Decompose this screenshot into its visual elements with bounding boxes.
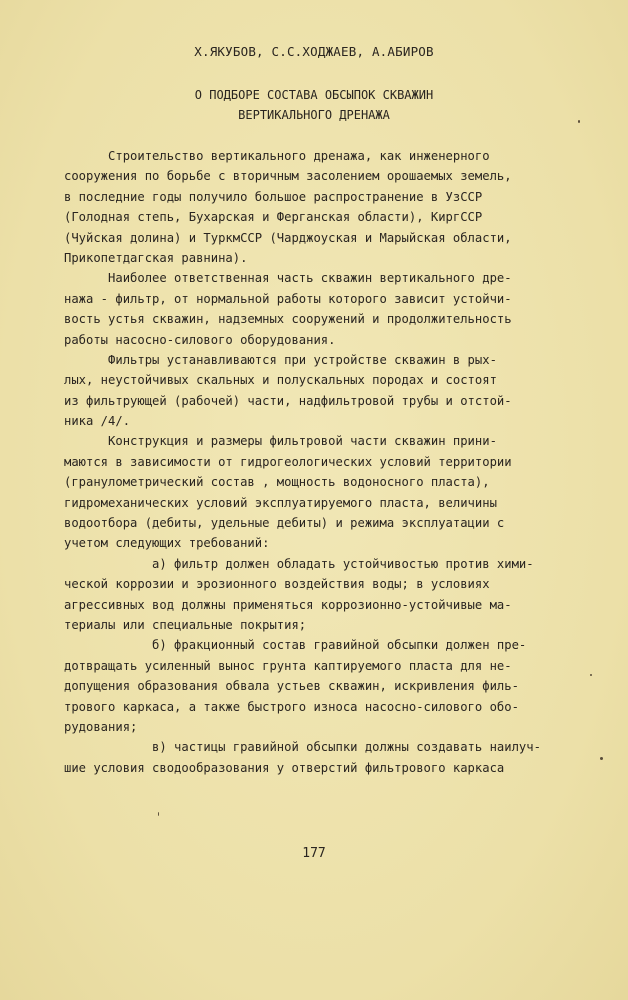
text-line: (Чуйская долина) и ТуркмССР (Чарджоуская и Марыйская области,	[64, 230, 512, 245]
text-line: нажа - фильтр, от нормальной работы которого зависит устойчи-	[64, 291, 512, 306]
text-line: (Голодная степь, Бухарская и Ферганская области), КиргССР	[64, 210, 483, 225]
text-line: в последние годы получило большое распространение в УзССР	[64, 189, 483, 204]
page-number: 177	[302, 846, 326, 861]
article-title	[0, 85, 628, 125]
paper-speck	[578, 120, 580, 123]
text-line: лых, неустойчивых скальных и полускальных породах и состоят	[64, 373, 497, 388]
title-line-1: О ПОДБОРЕ СОСТАВА ОБСЫПОК СКВАЖИН	[194, 88, 434, 102]
text-line: Наиболее ответственная часть скважин вертикального дре-	[64, 271, 512, 286]
text-line: Строительство вертикального дренажа, как инженерного	[64, 149, 490, 163]
text-line: ческой коррозии и эрозионного воздействия воды; в условиях	[64, 577, 490, 592]
text-line: вость устья скважин, надземных сооружений и продолжительность	[64, 312, 512, 327]
text-line: трового каркаса, а также быстрого износа насосно-силового обо-	[64, 699, 519, 714]
text-line: учетом следующих требований:	[64, 536, 270, 551]
text-line: Фильтры устанавливаются при устройстве скважин в рых-	[64, 352, 497, 367]
text-line: сооружения по борьбе с вторичным засолением орошаемых земель,	[64, 169, 512, 184]
text-line: агрессивных вод должны применяться коррозионно-устойчивые ма-	[64, 597, 512, 612]
text-line: водоотбора (дебиты, удельные дебиты) и режима эксплуатации с	[64, 516, 505, 531]
paper-speck	[600, 757, 603, 760]
text-line: Прикопетдагская равнина).	[64, 250, 248, 265]
text-line: дотвращать усиленный вынос грунта каптируемого пласта для не-	[64, 658, 512, 673]
paper-speck	[590, 674, 592, 676]
text-line: а) фильтр должен обладать устойчивостью против хими-	[64, 556, 534, 571]
text-line: гидромеханических условий эксплуатируемого пласта, величины	[64, 495, 497, 510]
paper-speck	[158, 812, 159, 816]
text-line: шие условия сводообразования у отверстий фильтрового каркаса	[64, 760, 505, 775]
title-line-2: ВЕРТИКАЛЬНОГО ДРЕНАЖА	[238, 108, 390, 122]
text-line: из фильтрующей (рабочей) части, надфильтровой трубы и отстой-	[64, 393, 512, 408]
text-line: маются в зависимости от гидрогеологических условий территории	[64, 454, 512, 469]
text-line: териалы или специальные покрытия;	[64, 617, 307, 632]
text-line: (гранулометрический состав , мощность водоносного пласта),	[64, 475, 490, 490]
text-line: работы насосно-силового оборудования.	[64, 332, 336, 347]
text-line: ника /4/.	[64, 414, 131, 429]
text-line: б) фракционный состав гравийной обсыпки должен пре-	[64, 638, 527, 653]
text-line: Конструкция и размеры фильтровой части скважин прини-	[64, 434, 497, 449]
body-text	[64, 146, 584, 778]
text-line: в) частицы гравийной обсыпки должны создавать наилуч-	[64, 740, 541, 755]
authors: Х.ЯКУБОВ, С.С.ХОДЖАЕВ, А.АБИРОВ	[194, 44, 434, 59]
text-line: рудования;	[64, 719, 138, 734]
text-line: допущения образования обвала устьев скважин, искривления филь-	[64, 679, 519, 694]
